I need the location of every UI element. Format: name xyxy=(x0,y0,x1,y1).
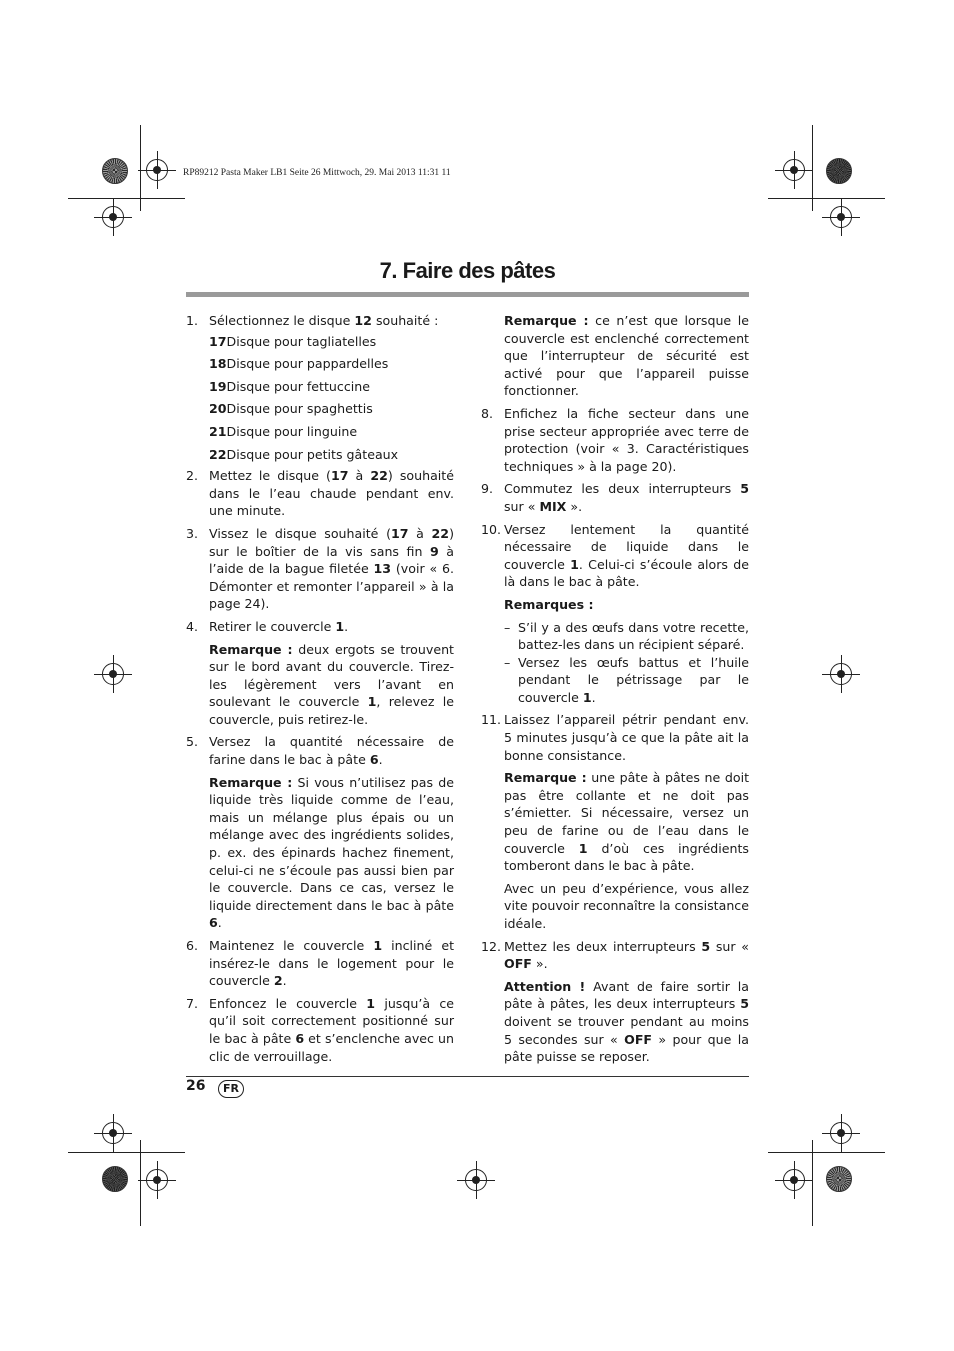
footer-rule xyxy=(186,1076,749,1077)
attention-step-12: Attention ! Avant de faire sortir la pâte à pâtes, les deux interrupteurs 5 doivent se trouver pendant au moins 5 secondes sur « OFF » pour que la pâte puisse se reposer. xyxy=(504,978,749,1065)
step-4: 4. Retirer le couvercle 1. xyxy=(186,618,349,634)
color-dial-icon xyxy=(102,158,128,184)
left-column xyxy=(186,312,454,1070)
registration-mark-icon xyxy=(783,159,805,181)
disc-item: 19Disque pour fettuccine xyxy=(209,378,370,394)
step-12: 12. Mettez les deux interrupteurs 5 sur « OFF ». xyxy=(481,938,749,972)
color-dial-icon xyxy=(826,158,852,184)
registration-mark-icon xyxy=(146,159,168,181)
notes-step-10-label: Remarques : xyxy=(504,596,594,612)
registration-mark-icon xyxy=(102,663,124,685)
registration-mark-icon xyxy=(830,1122,852,1144)
step-5: 5. Versez la quantité nécessaire de farine dans le bac à pâte 6. xyxy=(186,734,454,768)
registration-mark-icon xyxy=(102,206,124,228)
step-3: 3. Vissez le disque souhaité (17 à 22) sur le boîtier de la vis sans fin 9 à l’aide de la bague filetée 13 (voir « 6. Démonter et remonter l’appareil » à la page 24). xyxy=(186,525,454,612)
disc-item: 17Disque pour tagliatelles xyxy=(209,333,377,349)
color-dial-icon xyxy=(102,1166,128,1192)
step-7: 7. Enfoncez le couvercle 1 jusqu’à ce qu’il soit correctement positionné sur le bac à pâte 6 et s’enclenche avec un clic de verrouillage. xyxy=(186,995,455,1064)
title-rule xyxy=(186,292,749,297)
note-step-7: Remarque : ce n’est que lorsque le couvercle est enclenché correctement que l’interrupteur de sécurité est activé pour que l’appareil puisse fonctionner. xyxy=(504,313,750,399)
step-9: 9. Commutez les deux interrupteurs 5 sur « MIX ». xyxy=(481,481,749,514)
registration-mark-icon xyxy=(830,663,852,685)
disc-item: 20Disque pour spaghettis xyxy=(209,401,373,417)
step-10: 10. Versez lentement la quantité nécessaire de liquide dans le couvercle 1. Celui-ci s’écoule alors de là dans le bac à pâte. xyxy=(481,521,749,590)
step-8: 8. Enfichez la fiche secteur dans une prise secteur appropriée avec terre de protection (voir « 3. Caractéristiques techniques » à la page 20). xyxy=(481,405,749,474)
right-column xyxy=(481,312,749,1071)
note-step-5: Remarque : Si vous n’utilisez pas de liquide très liquide comme de l’eau, mais un mélange plus épais ou un mélange avec des ingrédients solides, p. ex. des épinards hachez finement, celui-ci ne s’écoule pas aussi bien par le couvercle. Dans ce cas, versez le liquide directement dans le bac à pâte 6. xyxy=(209,774,455,931)
disc-item: 18Disque pour pappardelles xyxy=(209,356,389,372)
note-bullet: – S’il y a des œufs dans votre recette, battez-les dans un récipient séparé. xyxy=(504,619,749,653)
note-step-11: Remarque : une pâte à pâtes ne doit pas être collante et ne doit pas s’émietter. Si nécessaire, versez un peu de farine ou de l’eau dans le couvercle 1 d’où ces ingrédients tomberont dans le bac à pâte. xyxy=(504,770,750,874)
step-6: 6. Maintenez le couvercle 1 incliné et insérez-le dans le logement pour le couvercle 2. xyxy=(186,938,455,989)
language-badge: FR xyxy=(218,1080,244,1098)
page-number: 26 xyxy=(186,1078,206,1094)
disc-item: 21Disque pour linguine xyxy=(209,423,358,439)
registration-mark-icon xyxy=(102,1122,124,1144)
note-bullet: – Versez les œufs battus et l’huile pendant le pétrissage par le couvercle 1. xyxy=(504,654,749,705)
registration-mark-icon xyxy=(830,206,852,228)
registration-mark-icon xyxy=(783,1169,805,1191)
registration-mark-icon xyxy=(146,1169,168,1191)
step-11: 11. Laissez l’appareil pétrir pendant env. 5 minutes jusqu’à ce que la pâte ait la bonne consistance. xyxy=(481,712,749,763)
registration-mark-icon xyxy=(465,1169,487,1191)
paragraph-step-11: Avec un peu d’expérience, vous allez vite pouvoir reconnaître la consistance idéale. xyxy=(504,880,749,931)
step-2: 2. Mettez le disque (17 à 22) souhaité dans le l’eau chaude pendant env. une minute. xyxy=(186,468,454,519)
print-header: RP89212 Pasta Maker LB1 Seite 26 Mittwoch, 29. Mai 2013 11:31 11 xyxy=(183,168,451,178)
color-dial-icon xyxy=(826,1166,852,1192)
step-1: 1. Sélectionnez le disque 12 souhaité : xyxy=(186,313,439,328)
page-title: 7. Faire des pâtes xyxy=(379,258,556,283)
disc-item: 22Disque pour petits gâteaux xyxy=(209,446,399,462)
note-step-4: Remarque : deux ergots se trouvent sur le bord avant du couvercle. Tirez-les légèrement vers l’avant en soulevant le couvercle 1, relevez le couvercle, puis retirez-le. xyxy=(209,641,454,727)
